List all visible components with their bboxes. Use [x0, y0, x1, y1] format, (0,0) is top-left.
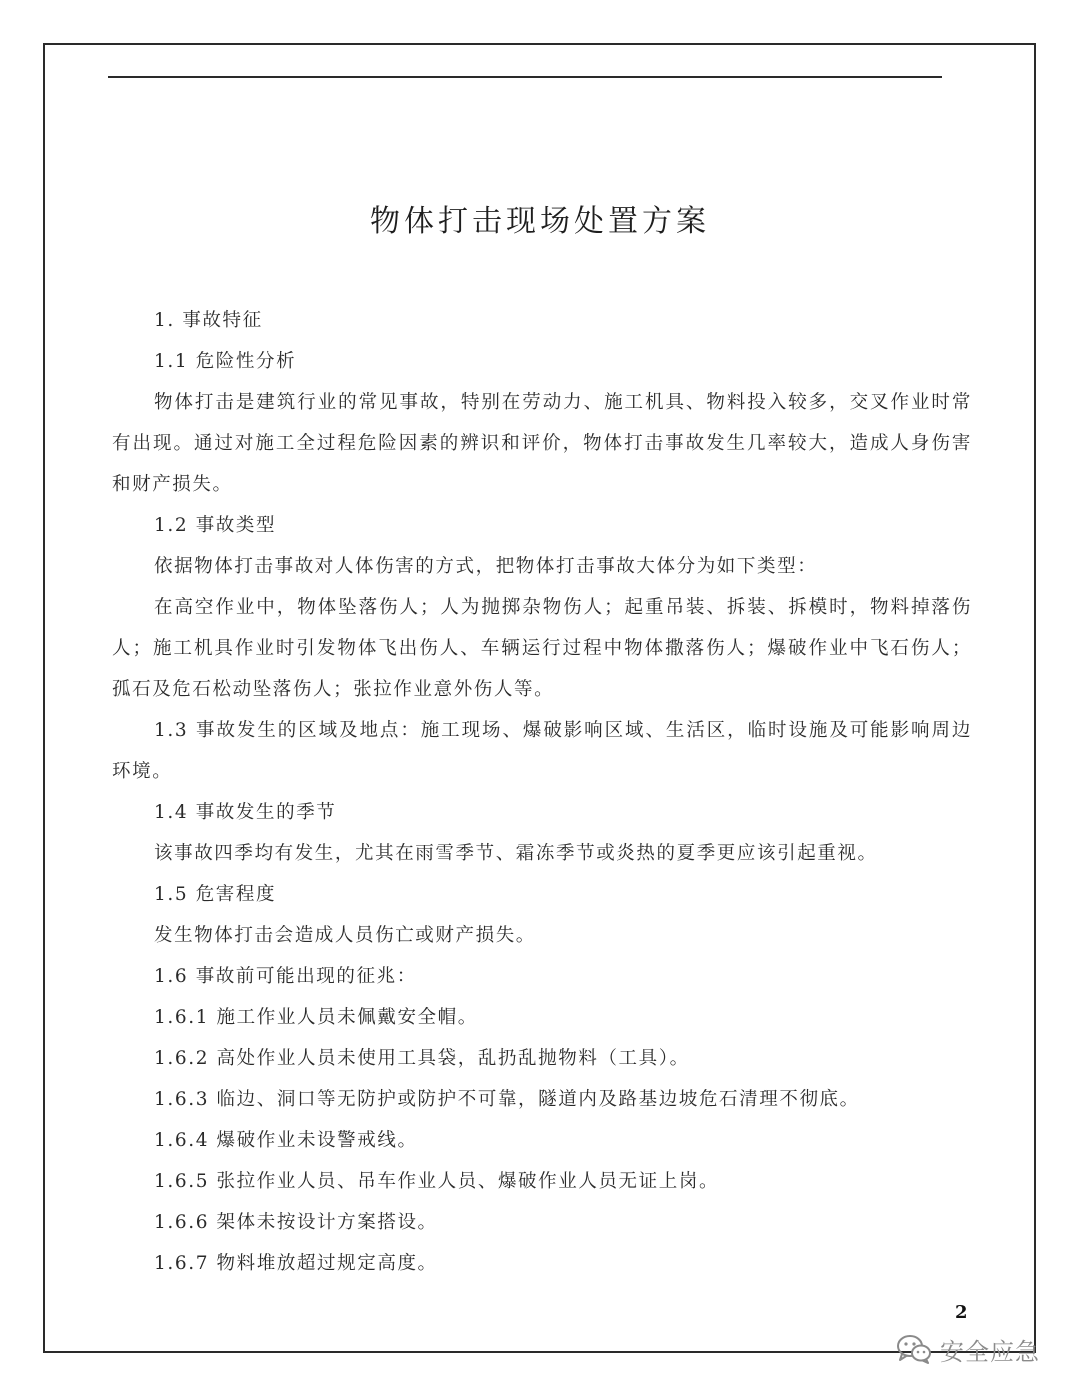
subsection-heading: 1.6 事故前可能出现的征兆：: [154, 966, 417, 987]
page-number: 2: [955, 1302, 968, 1323]
list-item: 1.6.3 临边、洞口等无防护或防护不可靠，隧道内及路基边坡危石清理不彻底。: [154, 1089, 860, 1110]
body-paragraph: 物体打击是建筑行业的常见事故，特别在劳动力、施工机具、物料投入较多，交叉作业时常有出现。通过对施工全过程危险因素的辨识和评价，物体打击事故发生几率较大，造成人身伤害和财产损失。: [112, 392, 972, 495]
list-item: 1.6.1 施工作业人员未佩戴安全帽。: [154, 1007, 478, 1028]
list-item: 1.6.4 爆破作业未设警戒线。: [154, 1130, 418, 1151]
subsection-heading: 1.2 事故类型: [154, 515, 277, 536]
list-item: 1.6.6 架体未按设计方案搭设。: [154, 1212, 438, 1233]
subsection-heading: 1.4 事故发生的季节: [154, 802, 337, 823]
body-paragraph: 1.3 事故发生的区域及地点：施工现场、爆破影响区域、生活区，临时设施及可能影响周边环境。: [112, 720, 972, 782]
body-paragraph: 依据物体打击事故对人体伤害的方式，把物体打击事故大体分为如下类型：: [154, 556, 818, 577]
section-heading: 1. 事故特征: [154, 310, 263, 331]
watermark-text: 安全应急: [940, 1337, 1040, 1366]
body-paragraph: 在高空作业中，物体坠落伤人；人为抛掷杂物伤人；起重吊装、拆装、拆模时，物料掉落伤人；施工机具作业时引发物体飞出伤人、车辆运行过程中物体撒落伤人；爆破作业中飞石伤人；孤石及危石松动坠落伤人；张拉作业意外伤人等。: [112, 597, 972, 700]
subsection-heading: 1.1 危险性分析: [154, 351, 297, 372]
body-paragraph: 该事故四季均有发生，尤其在雨雪季节、霜冻季节或炎热的夏季更应该引起重视。: [154, 843, 878, 864]
wechat-icon: [896, 1334, 932, 1364]
document-title: 物体打击现场处置方案: [370, 204, 710, 239]
document-body: [112, 300, 972, 1284]
body-paragraph: 发生物体打击会造成人员伤亡或财产损失。: [154, 925, 536, 946]
list-item: 1.6.5 张拉作业人员、吊车作业人员、爆破作业人员无证上岗。: [154, 1171, 720, 1192]
list-item: 1.6.7 物料堆放超过规定高度。: [154, 1253, 438, 1274]
list-item: 1.6.2 高处作业人员未使用工具袋，乱扔乱抛物料（工具）。: [154, 1048, 690, 1069]
subsection-heading: 1.5 危害程度: [154, 884, 277, 905]
watermark: [896, 1329, 1040, 1369]
header-rule: [108, 76, 942, 78]
